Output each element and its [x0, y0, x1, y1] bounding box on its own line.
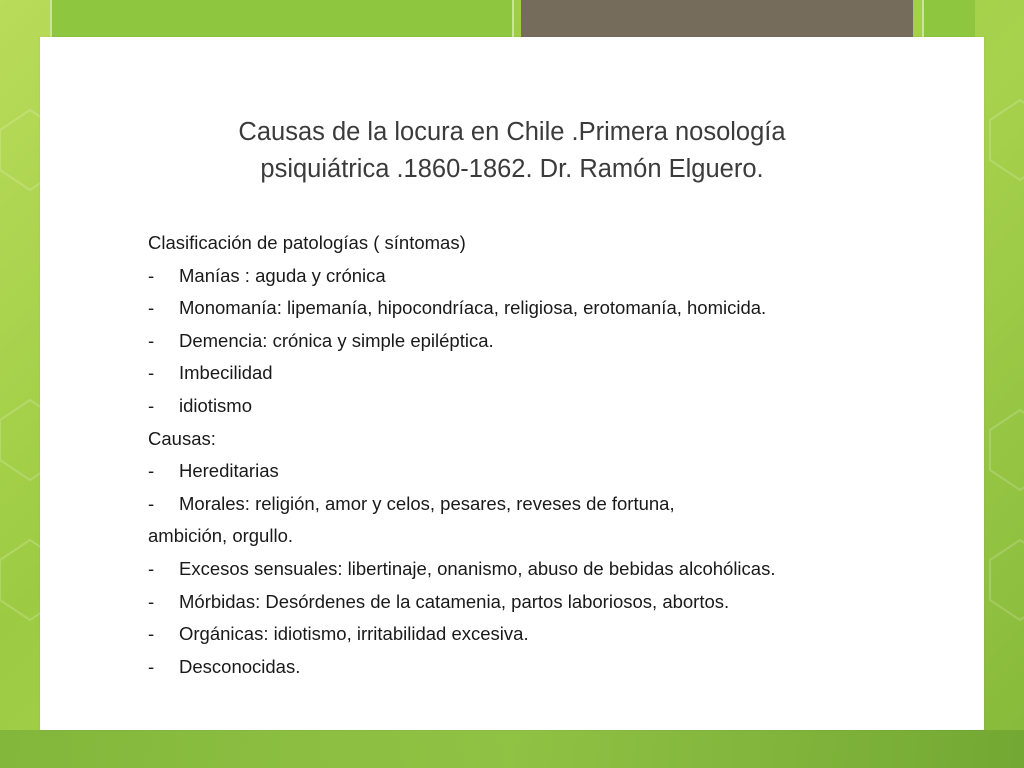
list-item [148, 455, 948, 488]
list-item [148, 553, 948, 586]
list-item [148, 260, 948, 293]
list-item-text: Orgánicas: idiotismo, irritabilidad excesiva. [179, 623, 529, 645]
list-item [148, 618, 948, 651]
list-item-text: Hereditarias [179, 460, 279, 482]
list-item-text: Excesos sensuales: libertinaje, onanismo, abuso de bebidas alcohólicas. [179, 557, 776, 579]
list-item-text: Manías : aguda y crónica [179, 264, 386, 286]
slide-title-line-2: psiquiátrica .1860-1862. Dr. Ramón Elguero. [260, 155, 764, 183]
slide-content-card [40, 37, 984, 730]
bullet-dash: - [148, 460, 155, 482]
bullet-dash: - [148, 264, 155, 286]
bullet-dash: - [148, 492, 155, 514]
list-item [148, 651, 948, 684]
list-item-text: Causas: [148, 427, 216, 449]
bullet-dash: - [148, 297, 155, 319]
list-item [148, 357, 948, 390]
footer-band [0, 730, 1024, 768]
bullet-dash: - [148, 394, 155, 416]
list-item [148, 390, 948, 423]
slide-body [148, 227, 948, 683]
top-accent-bar-left [50, 0, 514, 37]
list-item [148, 227, 948, 260]
slide-title-line-1: Causas de la locura en Chile .Primera nosología [238, 118, 786, 146]
slide-title [40, 114, 984, 188]
list-item-text: Imbecilidad [179, 362, 273, 384]
bullet-dash: - [148, 329, 155, 351]
list-item-text: idiotismo [179, 394, 252, 416]
list-item-text: Desconocidas. [179, 655, 301, 677]
list-item [148, 325, 948, 358]
bullet-dash: - [148, 590, 155, 612]
list-item-text: Morales: religión, amor y celos, pesares, reveses de fortuna, [179, 492, 675, 514]
bullet-dash: - [148, 655, 155, 677]
list-item-text: Mórbidas: Desórdenes de la catamenia, partos laboriosos, abortos. [179, 590, 730, 612]
list-item [148, 488, 948, 521]
list-item-text: ambición, orgullo. [148, 525, 293, 547]
bullet-dash: - [148, 557, 155, 579]
top-accent-bar-right [922, 0, 975, 37]
bullet-dash: - [148, 623, 155, 645]
bullet-dash: - [148, 362, 155, 384]
list-item [148, 423, 948, 456]
top-accent-bar-taupe [521, 0, 913, 37]
list-item [148, 520, 948, 553]
list-item [148, 292, 948, 325]
list-item-text: Monomanía: lipemanía, hipocondríaca, religiosa, erotomanía, homicida. [179, 297, 767, 319]
list-item [148, 586, 948, 619]
list-item-text: Demencia: crónica y simple epiléptica. [179, 329, 494, 351]
list-item-text: Clasificación de patologías ( síntomas) [148, 232, 466, 253]
